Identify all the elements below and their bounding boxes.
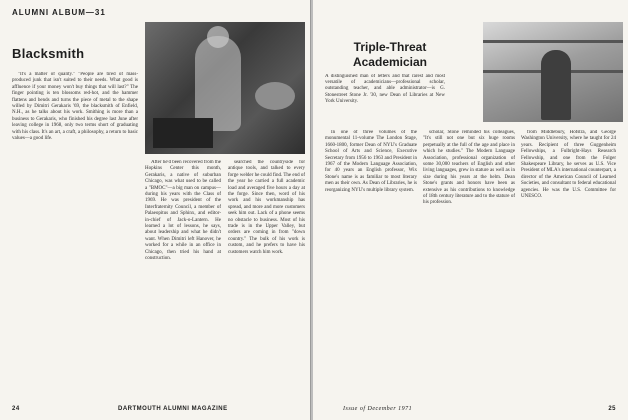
magazine-name: DARTMOUTH ALUMNI MAGAZINE	[118, 406, 228, 412]
running-head: ALUMNI ALBUM—31	[12, 8, 106, 17]
article-title-blacksmith: Blacksmith	[12, 46, 85, 61]
academician-text-col2	[423, 130, 515, 392]
blacksmith-paragraph-3: searched the countryside for antique tools, and talked to every forge welder he could find. The end of the year he carried a full academic load and averaged five hours a day at the forge. Since then, word of his work and his workmanship has spread, and more and more customers seek him out. Lack of a phone seems no obstacle to business. Most of his trade is in the Upper Valley, but orders are coming in from "down country." The bulk of his work is custom, and he prefers to have his customers watch him work.	[228, 160, 305, 255]
photo-figure-shape	[195, 36, 241, 131]
blacksmith-paragraph-1: "It's a matter of quality." "People are tired of mass-produced junk that isn't suited to their needs. What good is affluence if your money won't buy things that will last?" The finger pointing is ten blossoms red-hot, and the hammer flattens and bends and turns the piece of metal to the shape willed by Dimitri Gerakaris '69, the blacksmith of Enfield, N.H., as he talks about his work. Smithing is more than a business to Gerakaris, who finished his degree last June after leaving college in 1968, only two terms short of graduating with his class. It's an art, a craft, a philosophy, a return to basic values—a good life.	[12, 72, 138, 142]
blacksmith-paragraph-2: After he'd been recovered from the Hopkins Center this month, Gerakaris, a native of suburban Chicago, was what used to be called a "BMOC"—a big man on campus—during his years with the Class of 1969. He was president of the Interfraternity Council, a member of Palaeopitus and Sphinx, and editor-in-chief of Jack-o-Lantern. He learned a lot of lessons, he says, about leadership and what he didn't want. When Dimitri left Hanover, he worked for a while in an office in Chicago, then tried his hand at construction.	[145, 160, 221, 262]
professor-figure-shape	[541, 50, 571, 120]
professor-photo	[483, 22, 623, 122]
title-line-1: Triple-Threat	[353, 40, 427, 54]
bookshelf-line	[483, 40, 623, 43]
issue-date: Issue of December 1971	[343, 406, 413, 412]
academician-paragraph-3: from Middlebury, Hofstra, and George Washington University, where he taught for 24 years. Recipient of three Guggenheim Fellowships, a Fulbright-Hays Research Fellowship, and one from the Folger Shakespeare Library, he serves as U.S. Vice President of MLA's international counterpart, a director of the American Council of Learned Societies, and consultant to federal educational agencies. He was the U.S. Committee for UNESCO.	[521, 130, 616, 200]
page-number-right: 25	[608, 406, 616, 412]
academician-paragraph-2: scholar, Stone reminded his colleagues, "It's still not one but six huge rooms perpetually at the full of the age and place in which he studies." The Modern Language Association, professional organization of some 30,000 teachers of English and other living languages, grew in stature as well as in size during his years at the helm. Dean Stone's grants and honors have been as extensive as his contributions to knowledge of 18th century literature and to the stature of his profession.	[423, 130, 515, 206]
academician-text-col3	[521, 130, 616, 392]
page-number-left: 24	[12, 406, 20, 412]
blacksmith-text-col3	[228, 160, 305, 392]
right-page	[313, 0, 628, 420]
blacksmith-photo	[145, 22, 305, 154]
academician-paragraph-1: In one of three volumes of the monumental 11-volume The London Stage, 1660-1800, former Dean of NYU's Graduate School of Arts and Science, Executive Secretary from 1956 to 1963 and President in 1967 of the Modern Language Association, for 40 years an English professor, Wix Stone's name is as familiar to most literary men as their own. As Dean of Libraries, he is reorganizing NYU's multiple library system.	[325, 130, 417, 193]
blacksmith-text-col2	[145, 160, 221, 392]
left-page	[0, 0, 311, 420]
forge-fire-shape	[255, 82, 295, 110]
academician-text-col1	[325, 130, 417, 392]
blacksmith-text-col1	[12, 72, 138, 392]
title-line-2: Academician	[352, 55, 428, 69]
article-intro: A distinguished man of letters and that rarest and most versatile of academicians—professional scholar, outstanding teacher, and able administrator—is G. Stonestreet Stone Jr. '30, new Dean of Libraries at New York University.	[325, 74, 445, 104]
article-title-academician	[335, 40, 445, 70]
anvil-shape	[153, 118, 213, 148]
